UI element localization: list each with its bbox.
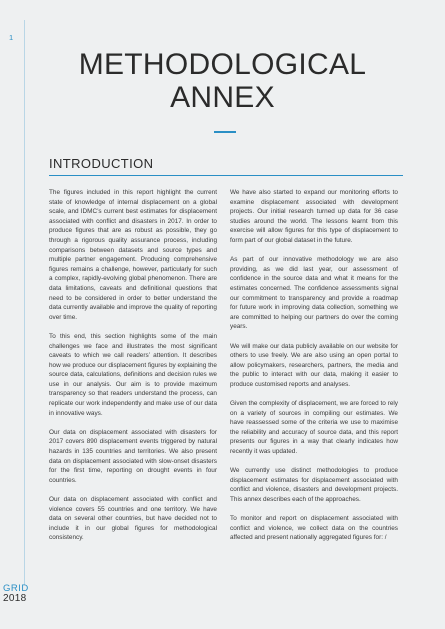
paragraph: To this end, this section highlights some of the main challenges we face and illustrates the most significant caveats to which we call readers’ attention. It describes how we produce our displacement figures by explaining the source data, calculations, definitions and decision rules we use in our analysis. Our aim is to provide maximum transparency so that readers understand the process, can replicate our work independently and make use of our data in innovative ways. (49, 332, 217, 417)
brand-mark (3, 584, 29, 604)
paragraph: Our data on displacement associated with conflict and violence covers 55 countries and one territory. We have data on several other countries, but have decided not to include it in our global figures for methodological consistency. (49, 496, 217, 542)
brand-line-1: GRID (3, 583, 29, 594)
paragraph: Our data on displacement associated with disasters for 2017 covers 890 displacement events triggered by natural hazards in 135 countries and territories. We also present data on displacement associated with slow-onset disasters for the first time, reporting on drought events in four countries. (49, 428, 217, 484)
paragraph: We will make our data publicly available on our website for others to use freely. We are also using an open portal to allow policymakers, researchers, partners, the media and the public to interact with our data, making it easier to produce customised reports and analyses. (230, 342, 398, 388)
paragraph: We have also started to expand our monitoring efforts to examine displacement associated with development projects. Our initial research turned up data for 36 case studies around the world. The lessons learnt from this exercise will allow figures for this type of displacement to form part of our global dataset in the future. (230, 189, 398, 244)
section-heading: INTRODUCTION (49, 156, 154, 171)
title-line-2: ANNEX (170, 81, 275, 114)
right-column (230, 188, 398, 553)
title-accent-rule (214, 131, 236, 133)
page-title (0, 48, 445, 114)
paragraph: As part of our innovative methodology we are also providing, as we did last year, our assessment of confidence in the source data and what it means for the estimates concerned. The confidence assessments signal our commitment to transparency and provide a roadmap for future work in improving data collection, something we are committed to helping our partners do over the coming years. (230, 256, 398, 331)
section-rule (49, 175, 403, 176)
paragraph: The figures included in this report highlight the current state of knowledge of internal displacement on a global scale, and IDMC’s current best estimates for displacement associated with conflict and disasters in 2017. In order to produce figures that are as robust as possible, they go through a rigorous quality assurance process, including comparisons between datasets and source types and multiple partner engagement. Producing comprehensive figures remains a challenge, however, particularly for such a complex, rapidly-evolving global phenomenon. There are data limitations, caveats and definitional questions that need to be considered in order to better understand the data currently available and improve the quality of reporting over time. (49, 189, 217, 321)
paragraph: To monitor and report on displacement associated with conflict and violence, we collect data on the countries affected and present nationally aggregated figures for: / (230, 515, 398, 542)
paragraph: We currently use distinct methodologies to produce displacement estimates for displacement associated with conflict and violence, disasters and development projects. This annex describes each of the approaches. (230, 467, 398, 503)
title-line-1: METHODOLOGICAL (78, 48, 367, 81)
brand-line-2: 2018 (3, 593, 27, 604)
paragraph: Given the complexity of displacement, we are forced to rely on a variety of sources in compiling our estimates. We have reassessed some of the criteria we use to maximise the reliability and accuracy of source data, and this report presents our figures in a way that clearly indicates how recently it was updated. (230, 400, 398, 456)
page-number: 1 (9, 33, 14, 42)
left-column (49, 188, 217, 553)
